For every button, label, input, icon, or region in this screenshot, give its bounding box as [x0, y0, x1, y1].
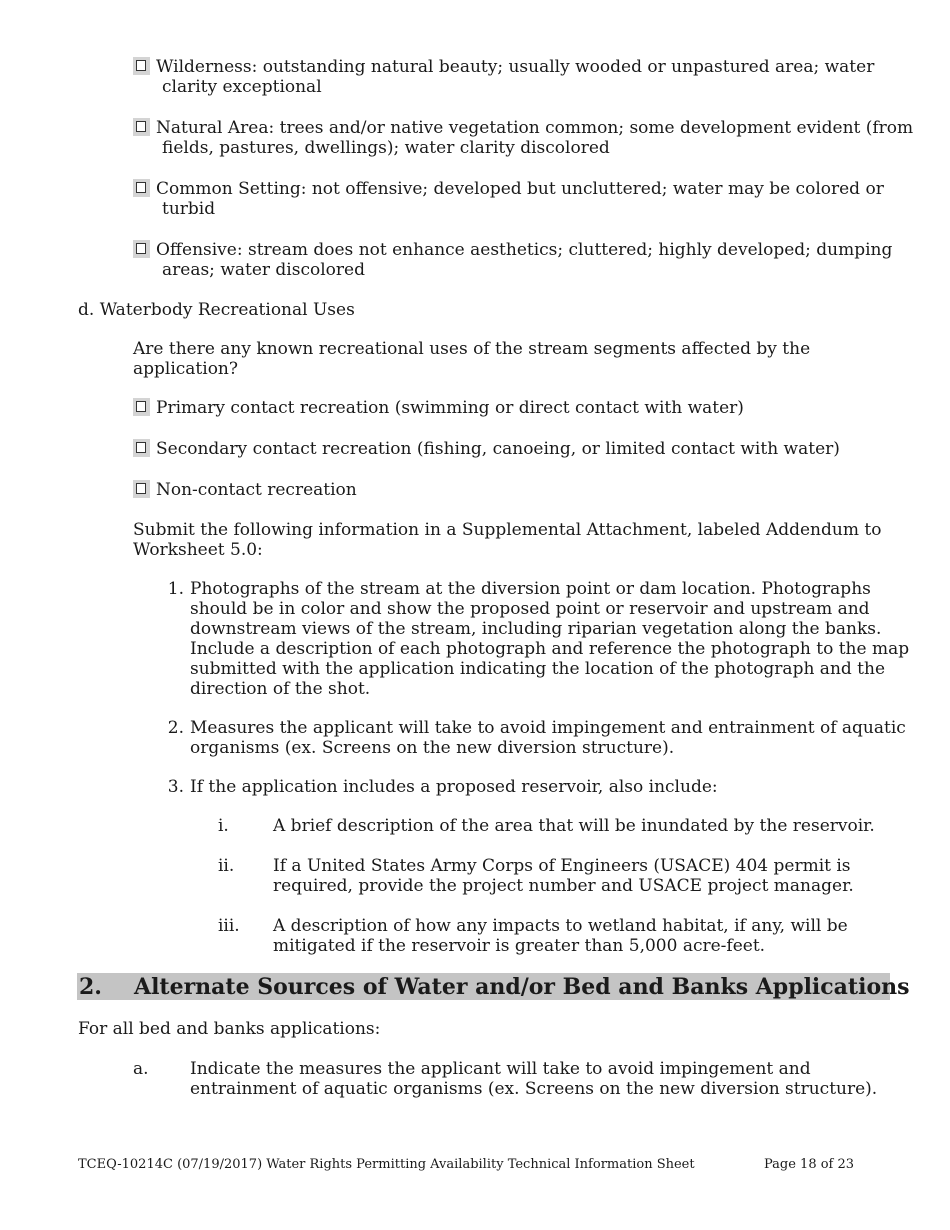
list-line: Include a description of each photograph and reference the photograph to the map [190, 639, 910, 659]
list-number: 2. [167, 718, 184, 738]
option-text-cont: areas; water discolored [162, 260, 365, 280]
option-text-cont: fields, pastures, dwellings); water clarity discolored [162, 138, 610, 158]
submit-line: Worksheet 5.0: [133, 540, 263, 560]
checkbox[interactable] [133, 480, 150, 498]
option-text: Primary contact recreation (swimming or direct contact with water) [156, 398, 744, 418]
submit-instructions [133, 520, 881, 560]
submit-line: Submit the following information in a Supplemental Attachment, labeled Addendum to [133, 520, 882, 540]
option-text-cont: clarity exceptional [162, 77, 322, 97]
checkbox[interactable] [133, 439, 150, 457]
list-line: organisms (ex. Screens on the new diversion structure). [190, 738, 675, 758]
option-text: Non-contact recreation [156, 480, 357, 500]
recreation-option-non-contact [133, 480, 893, 500]
checkbox[interactable] [133, 398, 150, 416]
question-line: Are there any known recreational uses of the stream segments affected by the [133, 339, 811, 359]
sub-line: required, provide the project number and USACE project manager. [273, 876, 854, 896]
aesthetic-option-common-setting [133, 179, 893, 219]
aesthetic-option-wilderness [133, 57, 893, 97]
section-2-intro: For all bed and banks applications: [78, 1019, 381, 1039]
checkbox[interactable] [133, 179, 150, 197]
option-text: Wilderness: outstanding natural beauty; usually wooded or unpastured area; water [156, 57, 875, 77]
sub-line: If a United States Army Corps of Engineers (USACE) 404 permit is [273, 856, 851, 876]
recreation-option-primary [133, 398, 893, 418]
recreational-question [133, 339, 810, 379]
aesthetic-option-offensive [133, 240, 893, 280]
option-text: Secondary contact recreation (fishing, canoeing, or limited contact with water) [156, 439, 840, 459]
list-line: Photographs of the stream at the diversion point or dam location. Photographs [190, 579, 871, 599]
recreation-option-secondary [133, 439, 893, 459]
footer-form-id: TCEQ-10214C (07/19/2017) Water Rights Permitting Availability Technical Information Sheet [78, 1157, 695, 1172]
list-number: 3. [167, 777, 184, 797]
section-d-title: d. Waterbody Recreational Uses [78, 300, 355, 320]
sub-number: i. [218, 816, 229, 836]
sub-number: ii. [218, 856, 235, 876]
footer-page-number: Page 18 of 23 [764, 1157, 855, 1172]
sub-line: A description of how any impacts to wetland habitat, if any, will be [273, 916, 848, 936]
option-text: Natural Area: trees and/or native vegetation common; some development evident (from [156, 118, 914, 138]
list-line: If the application includes a proposed reservoir, also include: [190, 777, 718, 797]
item-line: Indicate the measures the applicant will take to avoid impingement and [190, 1059, 811, 1079]
aesthetic-option-natural-area [133, 118, 914, 158]
question-line: application? [133, 359, 238, 379]
item-line: entrainment of aquatic organisms (ex. Screens on the new diversion structure). [190, 1079, 878, 1099]
list-line: should be in color and show the proposed point or reservoir and upstream and [190, 599, 870, 619]
list-line: submitted with the application indicating the location of the photograph and the [190, 659, 886, 679]
list-number: 1. [167, 579, 184, 599]
section-2-heading [77, 973, 910, 1000]
item-letter: a. [133, 1059, 149, 1079]
option-text: Common Setting: not offensive; developed but uncluttered; water may be colored or [156, 179, 884, 199]
checkbox[interactable] [133, 240, 150, 258]
list-line: direction of the shot. [190, 679, 371, 699]
sub-number: iii. [218, 916, 240, 936]
list-line: Measures the applicant will take to avoid impingement and entrainment of aquatic [190, 718, 906, 738]
checkbox[interactable] [133, 57, 150, 75]
option-text-cont: turbid [162, 199, 216, 219]
sub-line: mitigated if the reservoir is greater than 5,000 acre-feet. [273, 936, 766, 956]
heading-title: Alternate Sources of Water and/or Bed and Banks Applications [134, 974, 910, 1000]
heading-number: 2. [79, 974, 102, 1000]
sub-line: A brief description of the area that will be inundated by the reservoir. [273, 816, 875, 836]
list-line: downstream views of the stream, including riparian vegetation along the banks. [190, 619, 882, 639]
checkbox[interactable] [133, 118, 150, 136]
option-text: Offensive: stream does not enhance aesthetics; cluttered; highly developed; dumping [156, 240, 893, 260]
